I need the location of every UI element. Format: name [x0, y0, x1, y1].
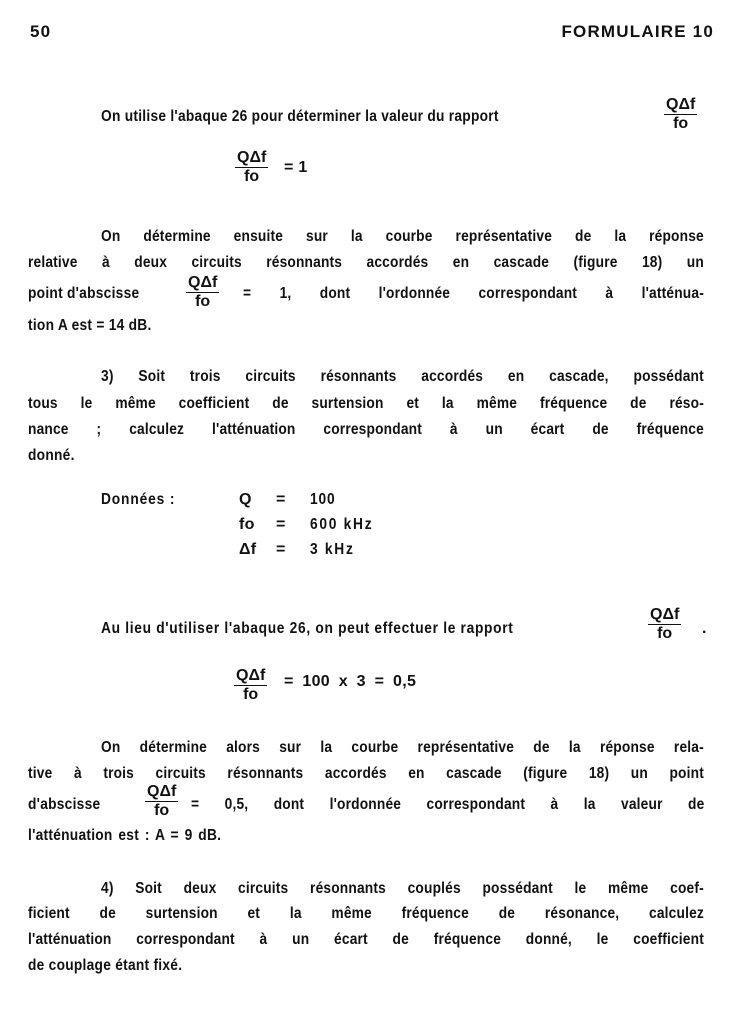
paragraph-text: = 1, dont l'ordonnée correspondant à l'atténua-	[243, 285, 704, 302]
block5-line2	[28, 764, 704, 784]
donnees-equals: =	[276, 491, 286, 508]
block6-line3	[28, 930, 704, 950]
block3-line2	[28, 394, 704, 414]
equation1-rhs: = 1	[284, 159, 308, 176]
block5-fraction	[145, 783, 178, 820]
donnees-symbol: Q	[239, 491, 252, 508]
block6-line1	[101, 879, 704, 899]
fraction-numerator: QΔf	[188, 274, 218, 291]
block4-fraction	[648, 606, 681, 643]
block5-line3-after	[191, 795, 704, 815]
block3-line4: donné.	[28, 447, 75, 464]
block2-line3-after	[243, 284, 704, 304]
block1-intro: On utilise l'abaque 26 pour déterminer la valeur du rapport	[101, 108, 499, 125]
block4-intro: Au lieu d'utiliser l'abaque 26, on peut effectuer le rapport	[101, 620, 514, 637]
fraction-numerator: QΔf	[147, 783, 177, 800]
fraction-q-delta-f-over-fo	[664, 96, 697, 133]
equation2-fraction	[234, 667, 267, 704]
paragraph-text: relative à deux circuits résonnants accordés en cascade (figure 18) un	[28, 254, 704, 271]
paragraph-text: nance ; calculez l'atténuation correspondant à un écart de fréquence	[28, 421, 704, 438]
block2-line2	[28, 253, 704, 273]
block5-line4: l'atténuation est : A = 9 dB.	[28, 827, 222, 844]
fraction-numerator: QΔf	[236, 667, 266, 684]
running-title: FORMULAIRE 10	[561, 22, 714, 41]
block2-line1	[101, 227, 704, 247]
fraction-denominator: fo	[244, 168, 260, 185]
equation1-fraction	[235, 149, 268, 186]
fraction-numerator: QΔf	[650, 606, 680, 623]
donnees-equals: =	[276, 516, 286, 533]
paragraph-text: l'atténuation correspondant à un écart de fréquence donné, le coefficient	[28, 931, 704, 948]
page-number: 50	[30, 22, 52, 41]
block5-line1	[101, 738, 704, 758]
fraction-denominator: fo	[243, 686, 259, 703]
block6-line2	[28, 904, 704, 924]
fraction-denominator: fo	[195, 293, 211, 310]
donnees-value: 100	[310, 491, 336, 508]
block2-line3-before: point d'abscisse	[28, 285, 140, 302]
donnees-equals: =	[276, 541, 286, 558]
fraction-denominator: fo	[673, 115, 689, 132]
block6-line4: de couplage étant fixé.	[28, 957, 183, 974]
block3-line3	[28, 420, 704, 440]
donnees-value: 3 kHz	[310, 541, 355, 558]
paragraph-text: 3) Soit trois circuits résonnants accordés en cascade, possédant	[101, 368, 704, 385]
donnees-symbol: Δf	[239, 541, 257, 558]
block2-line4: tion A est = 14 dB.	[28, 317, 152, 334]
paragraph-text: tive à trois circuits résonnants accordés en cascade (figure 18) un point	[28, 765, 704, 782]
donnees-value: 600 kHz	[310, 516, 374, 533]
paragraph-text: On détermine alors sur la courbe représentative de la réponse rela-	[101, 739, 704, 756]
fraction-denominator: fo	[657, 625, 673, 642]
paragraph-text: 4) Soit deux circuits résonnants couplés possédant le même coef-	[101, 880, 704, 897]
block3-line1	[101, 367, 704, 387]
paragraph-text: ficient de surtension et la même fréquence de résonance, calculez	[28, 905, 704, 922]
fraction-numerator: QΔf	[666, 96, 696, 113]
fraction-denominator: fo	[154, 802, 170, 819]
donnees-symbol: fo	[239, 516, 255, 533]
paragraph-text: tous le même coefficient de surtension et la même fréquence de réso-	[28, 395, 704, 412]
block2-fraction	[186, 274, 219, 311]
equation2-rhs: = 100 x 3 = 0,5	[284, 673, 417, 690]
block4-period: .	[702, 620, 707, 637]
fraction-numerator: QΔf	[237, 149, 267, 166]
block5-line3-before: d'abscisse	[28, 796, 101, 813]
paragraph-text: On détermine ensuite sur la courbe représentative de la réponse	[101, 228, 704, 245]
paragraph-text: = 0,5, dont l'ordonnée correspondant à la valeur de	[191, 796, 705, 813]
donnees-label: Données :	[101, 491, 176, 508]
